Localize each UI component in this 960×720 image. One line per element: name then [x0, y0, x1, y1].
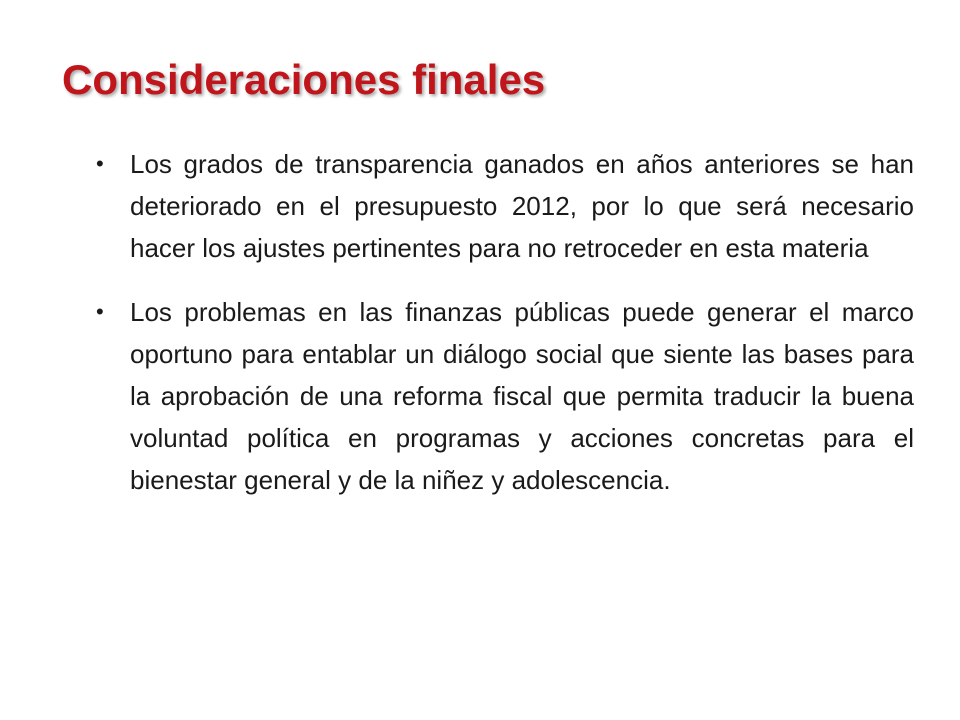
- bullet-dot-icon: •: [96, 151, 104, 176]
- bullet-list: [96, 143, 914, 501]
- bullet-item-finanzas: [96, 291, 914, 501]
- slide-title: Consideraciones finales: [62, 56, 546, 103]
- bullet-item-transparencia: [96, 143, 914, 269]
- bullet-text: Los grados de transparencia ganados en años anteriores se han deteriorado en el presupuesto 2012, por lo que será necesario hacer los ajustes pertinentes para no retroceder en esta materia: [130, 149, 914, 263]
- bullet-dot-icon: •: [96, 299, 104, 324]
- bullet-text: Los problemas en las finanzas públicas puede generar el marco oportuno para entablar un diálogo social que siente las bases para la aprobación de una reforma fiscal que permita traducir la buena voluntad política en programas y acciones concretas para el bienestar general y de la niñez y adolescencia.: [130, 297, 914, 495]
